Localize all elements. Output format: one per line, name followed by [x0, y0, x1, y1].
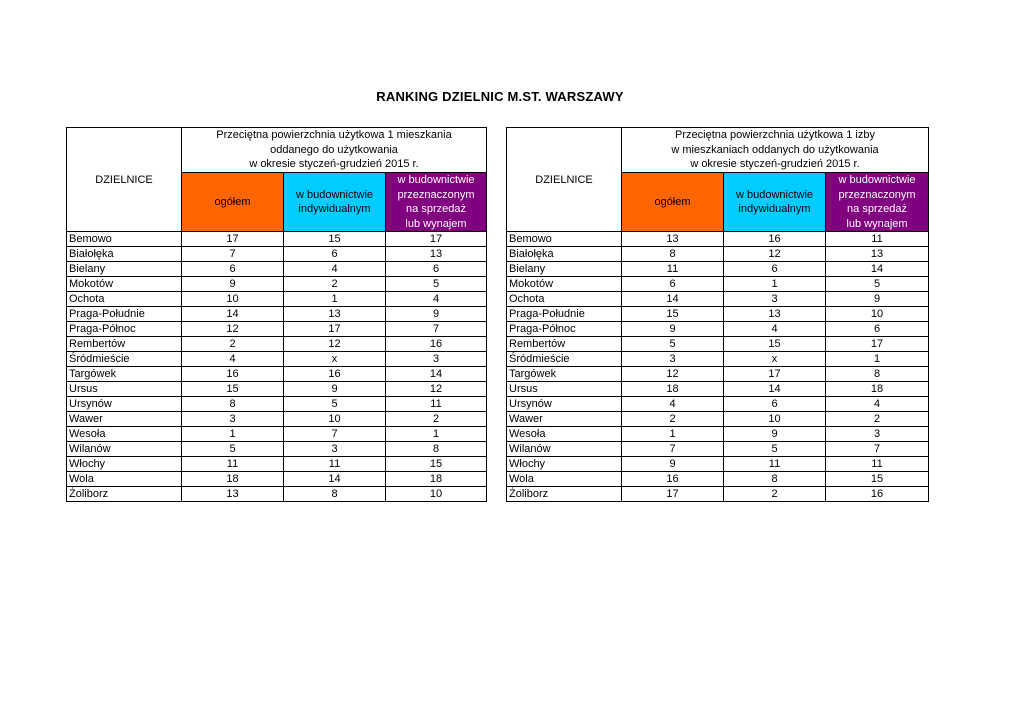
district-name-cell: Mokotów	[507, 277, 622, 292]
rank-value-cell: 15	[622, 307, 724, 322]
rank-value-cell: 8	[826, 367, 929, 382]
rank-value-cell: 13	[386, 247, 487, 262]
rank-value-cell: 2	[386, 412, 487, 427]
rank-value-cell: x	[724, 352, 826, 367]
rank-value-cell: 12	[724, 247, 826, 262]
subheader-line: ogółem	[214, 195, 251, 208]
subheader-ogolem	[622, 173, 724, 232]
rank-value-cell: 12	[284, 337, 386, 352]
rank-value-cell: 10	[284, 412, 386, 427]
rank-value-cell: 7	[182, 247, 284, 262]
table-row	[507, 427, 929, 442]
rank-value-cell: 18	[622, 382, 724, 397]
table-row	[507, 457, 929, 472]
table-row	[67, 352, 487, 367]
district-name-cell: Rembertów	[67, 337, 182, 352]
rank-value-cell: 4	[622, 397, 724, 412]
subheader-line: ogółem	[654, 195, 691, 208]
district-name-cell: Rembertów	[507, 337, 622, 352]
rank-value-cell: 15	[724, 337, 826, 352]
rank-value-cell: 13	[284, 307, 386, 322]
table-row	[67, 472, 487, 487]
group-header-line: Przeciętna powierzchnia użytkowa 1 mieszkania	[216, 129, 452, 142]
district-name-cell: Ursynów	[67, 397, 182, 412]
rank-value-cell: 18	[826, 382, 929, 397]
rank-value-cell: 2	[182, 337, 284, 352]
subheader-indywidualne	[724, 173, 826, 232]
rank-value-cell: 14	[622, 292, 724, 307]
rank-value-cell: 11	[724, 457, 826, 472]
table-row	[67, 427, 487, 442]
table-row	[507, 247, 929, 262]
district-column-header: DZIELNICE	[67, 128, 182, 232]
rank-value-cell: x	[284, 352, 386, 367]
district-name-cell: Włochy	[507, 457, 622, 472]
district-name-cell: Wola	[67, 472, 182, 487]
rank-value-cell: 3	[182, 412, 284, 427]
rank-value-cell: 16	[622, 472, 724, 487]
group-header	[182, 128, 487, 173]
rank-value-cell: 1	[826, 352, 929, 367]
district-name-cell: Białołęka	[67, 247, 182, 262]
rank-value-cell: 3	[724, 292, 826, 307]
rank-value-cell: 8	[386, 442, 487, 457]
subheader-line: w budownictwie	[735, 188, 814, 201]
district-name-cell: Wilanów	[67, 442, 182, 457]
rank-value-cell: 12	[386, 382, 487, 397]
district-name-cell: Targówek	[507, 367, 622, 382]
district-name-cell: Wawer	[67, 412, 182, 427]
rank-value-cell: 12	[622, 367, 724, 382]
table-row	[507, 382, 929, 397]
district-name-cell: Ursus	[67, 382, 182, 397]
district-name-cell: Praga-Północ	[507, 322, 622, 337]
table-row	[507, 367, 929, 382]
rank-value-cell: 9	[622, 457, 724, 472]
rank-value-cell: 9	[284, 382, 386, 397]
rank-value-cell: 2	[724, 487, 826, 502]
rank-value-cell: 15	[826, 472, 929, 487]
rank-value-cell: 4	[826, 397, 929, 412]
rank-value-cell: 1	[386, 427, 487, 442]
subheader-sprzedaz-wynajem	[826, 173, 929, 232]
rank-value-cell: 5	[826, 277, 929, 292]
table-row	[507, 322, 929, 337]
district-name-cell: Żoliborz	[507, 487, 622, 502]
rank-value-cell: 17	[386, 232, 487, 247]
rank-value-cell: 8	[182, 397, 284, 412]
district-name-cell: Bielany	[507, 262, 622, 277]
district-name-cell: Bielany	[67, 262, 182, 277]
group-header-line: oddanego do użytkowania	[270, 143, 398, 156]
subheader-line: lub wynajem	[405, 217, 467, 230]
table-row	[507, 442, 929, 457]
subheader-line: w budownictwie	[295, 188, 374, 201]
ranking-table-izby	[506, 127, 929, 502]
rank-value-cell: 13	[826, 247, 929, 262]
group-header-line: Przeciętna powierzchnia użytkowa 1 izby	[675, 129, 875, 142]
rank-value-cell: 16	[826, 487, 929, 502]
district-name-cell: Ursynów	[507, 397, 622, 412]
rank-value-cell: 17	[284, 322, 386, 337]
table-row	[507, 277, 929, 292]
rank-value-cell: 8	[724, 472, 826, 487]
rank-value-cell: 11	[826, 457, 929, 472]
subheader-line: na sprzedaż	[847, 203, 907, 215]
subheader-line: lub wynajem	[846, 217, 908, 230]
rank-value-cell: 13	[182, 487, 284, 502]
rank-value-cell: 13	[622, 232, 724, 247]
table-row	[507, 397, 929, 412]
district-name-cell: Wesoła	[67, 427, 182, 442]
group-header-line: w okresie styczeń-grudzień 2015 r.	[249, 158, 419, 171]
district-name-cell: Śródmieście	[507, 352, 622, 367]
rank-value-cell: 8	[622, 247, 724, 262]
district-name-cell: Wesoła	[507, 427, 622, 442]
rank-value-cell: 4	[182, 352, 284, 367]
rank-value-cell: 1	[622, 427, 724, 442]
district-name-cell: Praga-Północ	[67, 322, 182, 337]
rank-value-cell: 4	[386, 292, 487, 307]
subheader-line: na sprzedaż	[406, 203, 466, 215]
table-row	[507, 487, 929, 502]
rank-value-cell: 8	[284, 487, 386, 502]
rank-value-cell: 17	[182, 232, 284, 247]
table-row	[67, 292, 487, 307]
rank-value-cell: 15	[386, 457, 487, 472]
rank-value-cell: 1	[284, 292, 386, 307]
table-row	[507, 262, 929, 277]
rank-value-cell: 2	[826, 412, 929, 427]
district-name-cell: Bemowo	[67, 232, 182, 247]
table-body	[507, 232, 929, 502]
rank-value-cell: 5	[622, 337, 724, 352]
rank-value-cell: 10	[182, 292, 284, 307]
rank-value-cell: 10	[386, 487, 487, 502]
rank-value-cell: 5	[182, 442, 284, 457]
rank-value-cell: 3	[386, 352, 487, 367]
table-row	[507, 352, 929, 367]
table-row	[67, 322, 487, 337]
rank-value-cell: 16	[386, 337, 487, 352]
table-row	[67, 367, 487, 382]
subheader-indywidualne	[284, 173, 386, 232]
rank-value-cell: 14	[182, 307, 284, 322]
rank-value-cell: 4	[284, 262, 386, 277]
rank-value-cell: 10	[724, 412, 826, 427]
rank-value-cell: 13	[724, 307, 826, 322]
rank-value-cell: 15	[284, 232, 386, 247]
district-name-cell: Praga-Południe	[507, 307, 622, 322]
district-name-cell: Śródmieście	[67, 352, 182, 367]
rank-value-cell: 9	[622, 322, 724, 337]
table-row	[67, 487, 487, 502]
district-name-cell: Bemowo	[507, 232, 622, 247]
district-name-cell: Białołęka	[507, 247, 622, 262]
rank-value-cell: 9	[182, 277, 284, 292]
district-column-header: DZIELNICE	[507, 128, 622, 232]
table-row	[67, 262, 487, 277]
district-name-cell: Ochota	[67, 292, 182, 307]
district-name-cell: Wola	[507, 472, 622, 487]
table-row	[67, 277, 487, 292]
district-name-cell: Włochy	[67, 457, 182, 472]
rank-value-cell: 5	[386, 277, 487, 292]
rank-value-cell: 3	[622, 352, 724, 367]
ranking-table-mieszkania	[66, 127, 487, 502]
rank-value-cell: 14	[724, 382, 826, 397]
district-name-cell: Targówek	[67, 367, 182, 382]
rank-value-cell: 6	[622, 277, 724, 292]
rank-value-cell: 7	[386, 322, 487, 337]
subheader-ogolem	[182, 173, 284, 232]
district-name-cell: Praga-Południe	[67, 307, 182, 322]
table-row	[67, 247, 487, 262]
group-header	[622, 128, 929, 173]
rank-value-cell: 2	[622, 412, 724, 427]
rank-value-cell: 11	[284, 457, 386, 472]
rank-value-cell: 11	[182, 457, 284, 472]
district-name-cell: Ursus	[507, 382, 622, 397]
rank-value-cell: 6	[724, 397, 826, 412]
rank-value-cell: 2	[284, 277, 386, 292]
rank-value-cell: 7	[622, 442, 724, 457]
subheader-line: przeznaczonym	[397, 188, 475, 201]
rank-value-cell: 9	[724, 427, 826, 442]
rank-value-cell: 3	[284, 442, 386, 457]
table-row	[67, 442, 487, 457]
table-row	[507, 337, 929, 352]
rank-value-cell: 4	[724, 322, 826, 337]
rank-value-cell: 18	[386, 472, 487, 487]
district-name-cell: Wawer	[507, 412, 622, 427]
table-row	[507, 292, 929, 307]
rank-value-cell: 17	[724, 367, 826, 382]
subheader-line: przeznaczonym	[838, 188, 916, 201]
rank-value-cell: 14	[386, 367, 487, 382]
table-row	[67, 457, 487, 472]
rank-value-cell: 14	[826, 262, 929, 277]
rank-value-cell: 9	[386, 307, 487, 322]
rank-value-cell: 7	[826, 442, 929, 457]
district-name-cell: Żoliborz	[67, 487, 182, 502]
rank-value-cell: 5	[724, 442, 826, 457]
group-header-line: w mieszkaniach oddanych do użytkowania	[671, 143, 879, 156]
rank-value-cell: 5	[284, 397, 386, 412]
rank-value-cell: 6	[386, 262, 487, 277]
rank-value-cell: 16	[724, 232, 826, 247]
table-row	[67, 307, 487, 322]
rank-value-cell: 11	[826, 232, 929, 247]
subheader-line: indywidualnym	[738, 203, 811, 215]
rank-value-cell: 12	[182, 322, 284, 337]
rank-value-cell: 17	[826, 337, 929, 352]
rank-value-cell: 16	[182, 367, 284, 382]
rank-value-cell: 14	[284, 472, 386, 487]
rank-value-cell: 6	[182, 262, 284, 277]
table-row	[67, 337, 487, 352]
district-name-cell: Wilanów	[507, 442, 622, 457]
rank-value-cell: 6	[826, 322, 929, 337]
district-name-cell: Mokotów	[67, 277, 182, 292]
table-row	[67, 382, 487, 397]
subheader-line: indywidualnym	[298, 203, 371, 215]
subheader-sprzedaz-wynajem	[386, 173, 487, 232]
table-row	[67, 412, 487, 427]
rank-value-cell: 11	[386, 397, 487, 412]
table-row	[67, 397, 487, 412]
rank-value-cell: 7	[284, 427, 386, 442]
table-row	[507, 412, 929, 427]
rank-value-cell: 1	[724, 277, 826, 292]
group-header-line: w okresie styczeń-grudzień 2015 r.	[690, 158, 860, 171]
table-row	[507, 307, 929, 322]
rank-value-cell: 1	[182, 427, 284, 442]
table-row	[507, 472, 929, 487]
rank-value-cell: 18	[182, 472, 284, 487]
rank-value-cell: 17	[622, 487, 724, 502]
subheader-line: w budownictwie	[838, 174, 916, 186]
rank-value-cell: 16	[284, 367, 386, 382]
subheader-line: w budownictwie	[397, 174, 475, 186]
rank-value-cell: 10	[826, 307, 929, 322]
table-row	[507, 232, 929, 247]
district-name-cell: Ochota	[507, 292, 622, 307]
rank-value-cell: 6	[724, 262, 826, 277]
rank-value-cell: 6	[284, 247, 386, 262]
rank-value-cell: 3	[826, 427, 929, 442]
table-row	[67, 232, 487, 247]
page-title: RANKING DZIELNIC M.ST. WARSZAWY	[376, 89, 624, 104]
table-body	[67, 232, 487, 502]
rank-value-cell: 15	[182, 382, 284, 397]
rank-value-cell: 11	[622, 262, 724, 277]
rank-value-cell: 9	[826, 292, 929, 307]
